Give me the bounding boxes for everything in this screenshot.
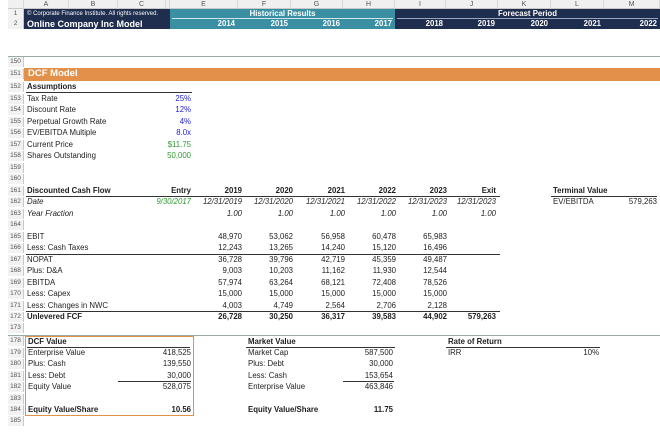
column-header-h[interactable]: H: [343, 0, 395, 9]
row-header[interactable]: 168: [8, 266, 24, 276]
row-header[interactable]: 178: [8, 336, 24, 346]
line-item-value: 2,706: [376, 301, 396, 310]
line-item-value: 9,003: [222, 266, 242, 275]
line-item-value: 39,796: [269, 255, 293, 264]
line-item-value: 42,719: [321, 255, 345, 264]
line-item-value: 53,062: [269, 232, 293, 241]
year-fraction: 1.00: [226, 209, 242, 218]
row-header[interactable]: 180: [8, 359, 24, 369]
assumption-label: Current Price: [27, 140, 73, 149]
row-header[interactable]: 171: [8, 301, 24, 311]
row-header[interactable]: 169: [8, 278, 24, 288]
dcf-value-amount: 418,525: [162, 348, 191, 357]
row-header[interactable]: 181: [8, 371, 24, 381]
assumption-value[interactable]: 12%: [175, 105, 191, 114]
line-item-value: 45,359: [372, 255, 396, 264]
row-header[interactable]: 183: [8, 394, 24, 404]
row-header[interactable]: 156: [8, 128, 24, 138]
year-fraction: 1.00: [277, 209, 293, 218]
line-item-value: 10,203: [269, 266, 293, 275]
row-header[interactable]: 167: [8, 255, 24, 265]
market-value-label: Market Cap: [248, 348, 289, 357]
row-header[interactable]: 179: [8, 348, 24, 358]
dcf-value-amount: 528,075: [162, 382, 191, 391]
line-item-value: 13,265: [269, 243, 293, 252]
header-year-2015: 2015: [270, 19, 288, 28]
line-item-value: 15,000: [321, 289, 345, 298]
ufcf-value: 44,902: [423, 312, 447, 321]
line-item-value: 14,240: [321, 243, 345, 252]
historical-results-label: Historical Results: [249, 9, 316, 18]
assumptions-title: Assumptions: [27, 82, 77, 91]
dcf-title: Discounted Cash Flow: [27, 186, 111, 195]
dcf-value-label: Less: Debt: [28, 371, 66, 380]
dcf-value-amount: 30,000: [167, 371, 191, 380]
dcf-date: 12/31/2023: [407, 197, 447, 206]
model-title: Online Company Inc Model: [27, 19, 143, 29]
year-fraction: 1.00: [431, 209, 447, 218]
row-header[interactable]: 172: [8, 312, 24, 322]
dcf-date: 12/31/2022: [356, 197, 396, 206]
line-item-value: 4,003: [222, 301, 242, 310]
line-item-value: 15,120: [372, 243, 396, 252]
row-header[interactable]: 170: [8, 289, 24, 299]
line-item-value: 15,000: [372, 289, 396, 298]
column-header-i[interactable]: I: [395, 0, 446, 9]
column-header-k[interactable]: K: [498, 0, 551, 9]
column-header-f[interactable]: F: [238, 0, 291, 9]
column-header-m[interactable]: M: [604, 0, 660, 9]
dcf-value-amount: 139,550: [162, 359, 191, 368]
row-header[interactable]: 182: [8, 382, 24, 392]
row-header[interactable]: 150: [8, 57, 24, 67]
assumptions-underline: [26, 92, 192, 93]
line-item-value: 15,000: [269, 289, 293, 298]
select-all-corner[interactable]: [8, 0, 24, 9]
ufcf-value: 26,728: [218, 312, 242, 321]
assumption-label: Tax Rate: [27, 94, 58, 103]
forecast-period-label: Forecast Period: [498, 9, 557, 18]
row-header[interactable]: 155: [8, 117, 24, 127]
row-header[interactable]: 152: [8, 82, 24, 92]
assumption-label: Discount Rate: [27, 105, 76, 114]
line-item-value: 4,749: [273, 301, 293, 310]
row-header[interactable]: 162: [8, 197, 24, 207]
row-header[interactable]: 163: [8, 209, 24, 219]
dcf-date: 12/31/2020: [253, 197, 293, 206]
line-item-value: 60,478: [372, 232, 396, 241]
row-header[interactable]: 166: [8, 243, 24, 253]
dcf-year: 2020: [275, 186, 293, 195]
market-value-label: Plus: Debt: [248, 359, 284, 368]
exit-label: Exit: [481, 186, 496, 195]
ufcf-exit-value: 579,263: [467, 312, 496, 321]
assumption-value[interactable]: 50,000: [167, 151, 191, 160]
terminal-method-label: EV/EBITDA: [553, 197, 594, 206]
dcf-value-title: DCF Value: [28, 337, 67, 346]
header-year-2017: 2017: [374, 19, 392, 28]
row-header[interactable]: 157: [8, 140, 24, 150]
line-item-value: 78,526: [423, 278, 447, 287]
row-header[interactable]: 2: [8, 19, 24, 29]
column-header-l[interactable]: L: [551, 0, 604, 9]
section-title: DCF Model: [28, 68, 78, 79]
column-header-c[interactable]: C: [118, 0, 166, 9]
row-header[interactable]: 164: [8, 220, 24, 230]
entry-date[interactable]: 9/30/2017: [156, 197, 191, 206]
date-label: Date: [27, 197, 44, 206]
line-item-value: 63,264: [269, 278, 293, 287]
header-year-2020: 2020: [530, 19, 548, 28]
line-item-value: 16,496: [423, 243, 447, 252]
line-item-value: 11,930: [372, 266, 396, 275]
irr-label: IRR: [448, 348, 462, 357]
column-header-g[interactable]: G: [291, 0, 343, 9]
row-header[interactable]: 159: [8, 163, 24, 173]
year-fraction-label: Year Fraction: [27, 209, 74, 218]
entry-label: Entry: [171, 186, 191, 195]
line-item-label: EBIT: [27, 232, 45, 241]
line-item-value: 2,128: [427, 301, 447, 310]
line-item-label: Less: Changes in NWC: [27, 301, 109, 310]
market-equity-per-share-value: 11.75: [373, 405, 393, 414]
line-item-label: Less: Cash Taxes: [27, 243, 89, 252]
header-year-2019: 2019: [477, 19, 495, 28]
dcf-value-label: Enterprise Value: [28, 348, 86, 357]
dcf-value-label: Equity Value: [28, 382, 72, 391]
column-header-a[interactable]: A: [24, 0, 69, 9]
market-value-amount: 463,846: [364, 382, 393, 391]
header-year-2021: 2021: [583, 19, 601, 28]
assumption-value[interactable]: 25%: [175, 94, 191, 103]
line-item-value: 11,162: [321, 266, 345, 275]
column-header-b[interactable]: B: [69, 0, 118, 9]
dcf-value-label: Plus: Cash: [28, 359, 66, 368]
year-fraction: 1.00: [380, 209, 396, 218]
row-header[interactable]: 1: [8, 9, 24, 19]
copyright-notice: © Corporate Finance Institute. All rights reserved.: [27, 11, 159, 17]
line-item-value: 65,983: [423, 232, 447, 241]
row-header[interactable]: 154: [8, 105, 24, 115]
dcf-date: 12/31/2019: [202, 197, 242, 206]
market-value-title: Market Value: [248, 337, 296, 346]
line-item-label: NOPAT: [27, 255, 53, 264]
year-fraction: 1.00: [329, 209, 345, 218]
line-item-value: 36,728: [218, 255, 242, 264]
dcf-date: 12/31/2021: [305, 197, 345, 206]
header-year-2018: 2018: [425, 19, 443, 28]
assumption-label: Perpetual Growth Rate: [27, 117, 107, 126]
assumption-label: EV/EBITDA Multiple: [27, 128, 97, 137]
section-bar: [24, 68, 660, 81]
header-year-2014: 2014: [217, 19, 235, 28]
row-header[interactable]: 184: [8, 405, 24, 415]
market-value-label: Less: Cash: [248, 371, 288, 380]
exit-date: 12/31/2023: [456, 197, 496, 206]
row-header[interactable]: 160: [8, 174, 24, 184]
line-item-value: 56,958: [321, 232, 345, 241]
hidden-rows-marker: [8, 56, 660, 57]
dcf-year: 2023: [429, 186, 447, 195]
line-item-value: 57,974: [218, 278, 242, 287]
spreadsheet: [8, 0, 660, 426]
rate-of-return-title: Rate of Return: [448, 337, 502, 346]
header-year-2016: 2016: [322, 19, 340, 28]
line-item-value: 68,121: [321, 278, 345, 287]
row-header[interactable]: 151: [8, 69, 24, 79]
ufcf-value: 39,583: [372, 312, 396, 321]
row-header[interactable]: 173: [8, 323, 24, 333]
market-value-label: Enterprise Value: [248, 382, 306, 391]
ufcf-value: 36,317: [321, 312, 345, 321]
column-header-e[interactable]: E: [170, 0, 238, 9]
dcf-equity-per-share-value: 10.56: [171, 405, 191, 414]
terminal-value: 579,263: [628, 197, 657, 206]
row-header[interactable]: 158: [8, 151, 24, 161]
assumption-value[interactable]: 8.0x: [176, 128, 191, 137]
line-item-label: EBITDA: [27, 278, 56, 287]
market-value-amount: 153,654: [364, 371, 393, 380]
terminal-value-title: Terminal Value: [553, 186, 608, 195]
line-item-value: 12,243: [218, 243, 242, 252]
header-year-2022: 2022: [639, 19, 657, 28]
column-header-j[interactable]: J: [446, 0, 498, 9]
irr-value: 10%: [583, 348, 599, 357]
market-value-amount: 587,500: [364, 348, 393, 357]
line-item-value: 72,408: [372, 278, 396, 287]
exit-year-fraction: 1.00: [480, 209, 496, 218]
line-item-value: 2,564: [325, 301, 345, 310]
market-value-amount: 30,000: [369, 359, 393, 368]
row-header[interactable]: 165: [8, 232, 24, 242]
line-item-label: Plus: D&A: [27, 266, 63, 275]
dcf-equity-per-share-label: Equity Value/Share: [28, 405, 99, 414]
line-item-value: 48,970: [218, 232, 242, 241]
assumption-value[interactable]: 4%: [179, 117, 191, 126]
dcf-year: 2022: [378, 186, 396, 195]
row-header[interactable]: 153: [8, 94, 24, 104]
row-header[interactable]: 185: [8, 416, 24, 426]
row-header[interactable]: 161: [8, 186, 24, 196]
assumption-value[interactable]: $11.75: [167, 140, 191, 149]
market-equity-per-share-label: Equity Value/Share: [248, 405, 319, 414]
line-item-label: Less: Capex: [27, 289, 71, 298]
dcf-year: 2021: [327, 186, 345, 195]
line-item-value: 15,000: [423, 289, 447, 298]
line-item-value: 12,544: [423, 266, 447, 275]
assumption-label: Shares Outstanding: [27, 151, 96, 160]
dcf-year: 2019: [224, 186, 242, 195]
line-item-value: 15,000: [218, 289, 242, 298]
ufcf-label: Unlevered FCF: [27, 312, 83, 321]
ufcf-value: 30,250: [269, 312, 293, 321]
line-item-value: 49,487: [423, 255, 447, 264]
